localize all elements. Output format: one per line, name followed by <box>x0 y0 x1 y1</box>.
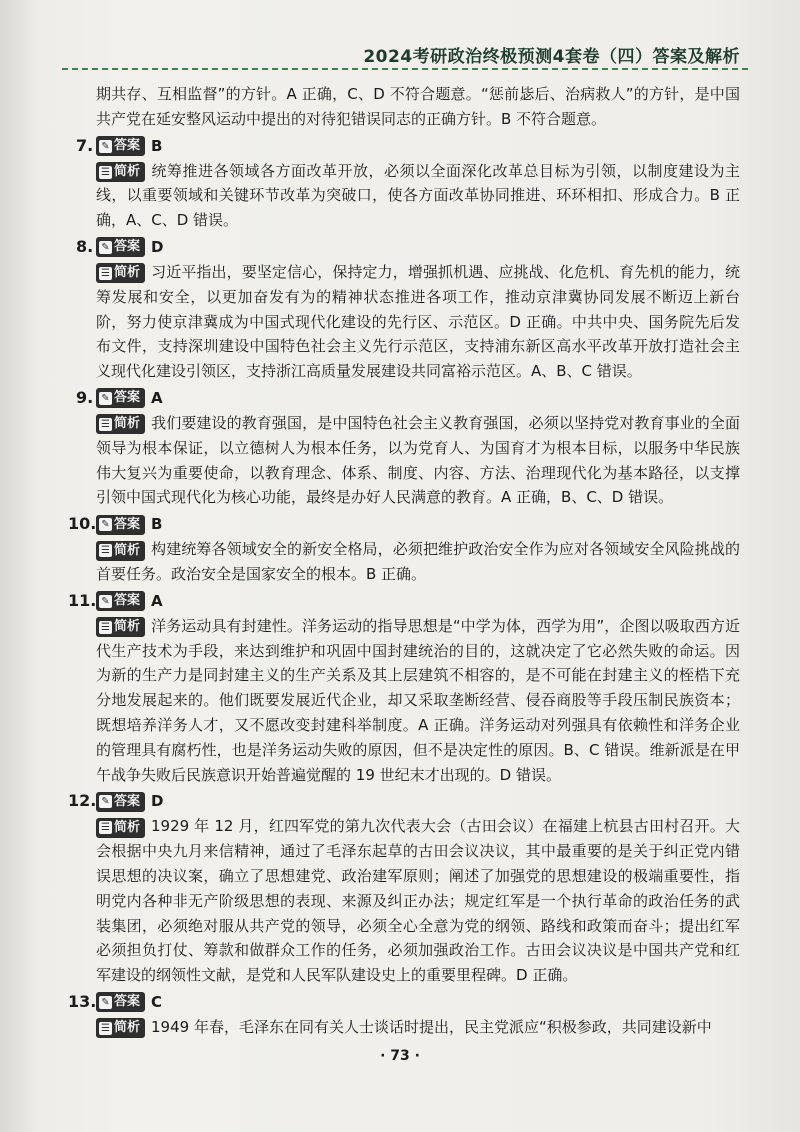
answer-badge <box>96 992 145 1012</box>
book-icon: ☰ <box>99 166 112 179</box>
answer-badge <box>96 591 145 611</box>
analysis-badge <box>96 162 145 182</box>
analysis-text: 我们要建设的教育强国，是中国特色社会主义教育强国，必须以坚持党对教育事业的全面领导为根本保证，以立德树人为根本任务，以为党育人、为国育才为根本目标，以服务中华民族伟大复兴为重要使命，以教育理念、体系、制度、内容、方法、治理现代化为基本路径，以支撑引领中国式现代化为核心功能，最终是办好人民满意的教育。A 正确，B、C、D 错误。 <box>96 413 740 507</box>
pencil-icon: ✎ <box>99 996 112 1009</box>
answer-badge <box>96 792 145 812</box>
analysis-paragraph <box>96 614 740 788</box>
analysis-badge-label: 简析 <box>114 619 141 635</box>
book-icon: ☰ <box>99 621 112 634</box>
answer-badge-label: 答案 <box>114 239 141 255</box>
analysis-text: 习近平指出，要坚定信心，保持定力，增强抓机遇、应挑战、化危机、育先机的能力，统筹发展和安全，以更加奋发有为的精神状态推进各项工作，推动京津冀协同发展不断迈上新台阶，努力使京津冀成为中国式现代化建设的先行区、示范区。D 正确。中共中央、国务院先后发布文件，支持深圳建设中国特色社会主义先行示范区，支持浦东新区高水平改革开放打造社会主义现代化建设引领区，支持浙江高质量发展建设共同富裕示范区。A、B、C 错误。 <box>96 262 740 381</box>
header-title: 2024考研政治终极预测4套卷（四）答案及解析 <box>363 47 740 67</box>
answer-badge <box>96 388 145 408</box>
book-icon: ☰ <box>99 544 112 557</box>
analysis-badge-label: 简析 <box>114 1020 141 1036</box>
answer-badge-label: 答案 <box>114 138 141 154</box>
answer-letter: D <box>151 238 164 257</box>
analysis-badge <box>96 1018 145 1038</box>
analysis-paragraph <box>96 537 740 587</box>
book-icon: ☰ <box>99 1022 112 1035</box>
analysis-paragraph <box>96 260 740 384</box>
pencil-icon: ✎ <box>99 518 112 531</box>
analysis-paragraph <box>96 159 740 233</box>
analysis-text: 统筹推进各领域各方面改革开放，必须以全面深化改革总目标为引领，以制度建设为主线，以重要领域和关键环节改革为突破口，使各方面改革协同推进、环环相扣、形成合力。B 正确，A、C、D 错误。 <box>96 161 740 230</box>
answer-badge-label: 答案 <box>114 593 141 609</box>
page-header <box>62 40 748 70</box>
analysis-badge <box>96 414 145 434</box>
analysis-paragraph <box>96 411 740 510</box>
answer-letter: A <box>151 389 163 408</box>
answer-letter: D <box>151 792 164 811</box>
book-icon: ☰ <box>99 418 112 431</box>
analysis-text: 构建统筹各领域安全的新安全格局，必须把维护政治安全作为应对各领域安全风险挑战的首要任务。政治安全是国家安全的根本。B 正确。 <box>96 540 740 583</box>
question-answer-line: 9. ✎ 答案 A <box>96 386 740 411</box>
book-icon: ☰ <box>99 267 112 280</box>
pencil-icon: ✎ <box>99 795 112 808</box>
analysis-paragraph <box>96 1015 740 1040</box>
answer-badge-label: 答案 <box>114 390 141 406</box>
book-icon: ☰ <box>99 821 112 834</box>
answer-badge-label: 答案 <box>114 994 141 1010</box>
question-answer-line: 10. ✎ 答案 B <box>96 512 740 537</box>
pencil-icon: ✎ <box>99 241 112 254</box>
analysis-badge <box>96 541 145 561</box>
analysis-badge <box>96 818 145 838</box>
analysis-badge-label: 简析 <box>114 819 141 835</box>
answer-badge <box>96 237 145 257</box>
question-answer-line: 11. ✎ 答案 A <box>96 589 740 614</box>
answer-badge-label: 答案 <box>114 516 141 532</box>
question-answer-line: 8. ✎ 答案 D <box>96 235 740 260</box>
answer-letter: A <box>151 591 163 610</box>
page-number: · 73 · <box>380 1048 420 1064</box>
answer-letter: B <box>151 515 163 534</box>
analysis-badge-label: 简析 <box>114 164 141 180</box>
question-answer-line: 12. ✎ 答案 D <box>96 789 740 814</box>
question-answer-line: 13. ✎ 答案 C <box>96 990 740 1015</box>
pencil-icon: ✎ <box>99 595 112 608</box>
question-answer-line: 7. ✎ 答案 B <box>96 134 740 159</box>
answer-letter: C <box>151 993 163 1011</box>
answer-badge-label: 答案 <box>114 793 141 809</box>
answer-badge <box>96 515 145 535</box>
answer-badge <box>96 136 145 156</box>
analysis-paragraph <box>96 814 740 988</box>
analysis-badge-label: 简析 <box>114 265 141 281</box>
analysis-badge-label: 简析 <box>114 542 141 558</box>
analysis-badge <box>96 617 145 637</box>
analysis-badge <box>96 263 145 283</box>
analysis-text: 洋务运动具有封建性。洋务运动的指导思想是“中学为体，西学为用”，企图以吸取西方近代生产技术为手段，来达到维护和巩固中国封建统治的目的，这就决定了它必然失败的命运。因为新的生产力是同封建主义的生产关系及其上层建筑不相容的，是不可能在封建主义的桎梏下充分地发展起来的。他们既要发展近代企业，却又采取垄断经营、侵吞商股等手段压制民族资本；既想培养洋务人才，又不愿改变封建科举制度。A 正确。洋务运动对列强具有依赖性和洋务企业的管理具有腐朽性，也是洋务运动失败的原因，但不是决定性的原因。B、C 错误。维新派是在甲午战争失败后民族意识开始普遍觉醒的 19 世纪末才出现的。D 错误。 <box>96 616 740 784</box>
pencil-icon: ✎ <box>99 140 112 153</box>
analysis-badge-label: 简析 <box>114 416 141 432</box>
answer-content <box>68 82 740 1040</box>
answer-letter: B <box>151 136 163 155</box>
pencil-icon: ✎ <box>99 392 112 405</box>
analysis-text: 1929 年 12 月，红四军党的第九次代表大会（古田会议）在福建上杭县古田村召开。大会根据中央九月来信精神，通过了毛泽东起草的古田会议决议，其中最重要的是关于纠正党内错误思想的决议案，确立了思想建党、政治建军原则；阐述了加强党的思想建设的极端重要性，指明党内各种非无产阶级思想的表现、来源及纠正办法；规定红军是一个执行革命的政治任务的武装集团，必须绝对服从共产党的领导，必须全心全意为党的纲领、路线和政策而奋斗；提出红军必须担负打仗、筹款和做群众工作的任务，必须加强政治工作。古田会议决议是中国共产党和红军建设的纲领性文献，是党和人民军队建设史上的重要里程碑。D 正确。 <box>96 817 740 985</box>
intro-paragraph: 期共存、互相监督”的方针。A 正确，C、D 不符合题意。“惩前毖后、治病救人”的方针，是中国共产党在延安整风运动中提出的对待犯错误同志的正确方针。B 不符合题意。 <box>96 85 740 128</box>
analysis-text: 1949 年春，毛泽东在同有关人士谈话时提出，民主党派应“积极参政，共同建设新中 <box>151 1017 712 1036</box>
